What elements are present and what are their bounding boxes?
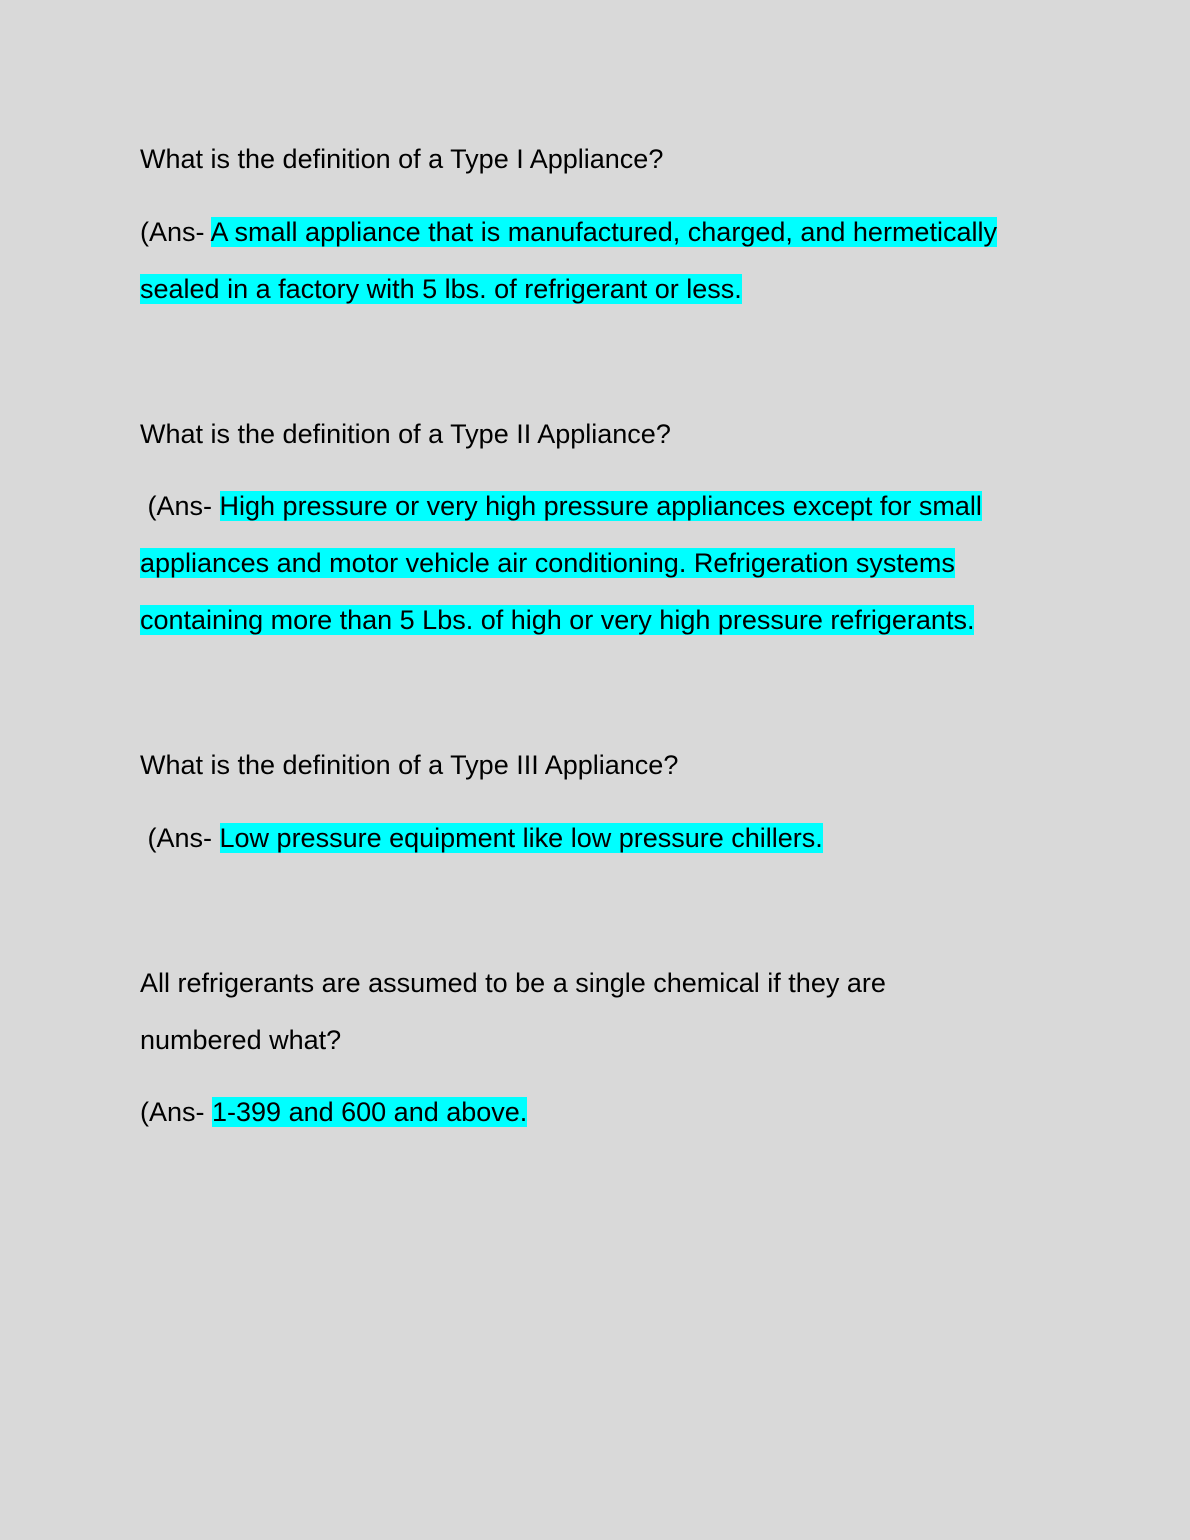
question-text: All refrigerants are assumed to be a single chemical if they are numbered what?: [140, 968, 886, 1055]
question-4: [140, 955, 940, 1069]
answer-4: [140, 1084, 1060, 1141]
question-2: [140, 406, 1060, 463]
answer-highlight: 1-399 and 600 and above.: [212, 1097, 528, 1127]
answer-highlight: A small appliance that is manufactured, charged, and hermetically sealed in a factory with 5 lbs. of refrigerant or less.: [140, 217, 997, 304]
answer-highlight: High pressure or very high pressure appliances except for small appliances and motor vehicle air conditioning. Refrigeration systems containing more than 5 Lbs. of high or very high pressure refrigerants.: [140, 491, 982, 635]
answer-highlight: Low pressure equipment like low pressure chillers.: [219, 823, 823, 853]
question-3: [140, 737, 1060, 794]
question-1: [140, 131, 1060, 188]
answer-prefix: (Ans-: [140, 1097, 213, 1127]
answer-1: [140, 204, 1060, 318]
answer-prefix: (Ans-: [140, 823, 220, 853]
question-text: What is the definition of a Type I Appliance?: [140, 144, 664, 174]
question-text: What is the definition of a Type II Appliance?: [140, 419, 671, 449]
answer-prefix: (Ans-: [140, 217, 211, 247]
question-text: What is the definition of a Type III Appliance?: [140, 750, 679, 780]
answer-prefix: (Ans-: [140, 491, 220, 521]
answer-3: [140, 810, 1060, 867]
answer-2: [140, 478, 1060, 649]
